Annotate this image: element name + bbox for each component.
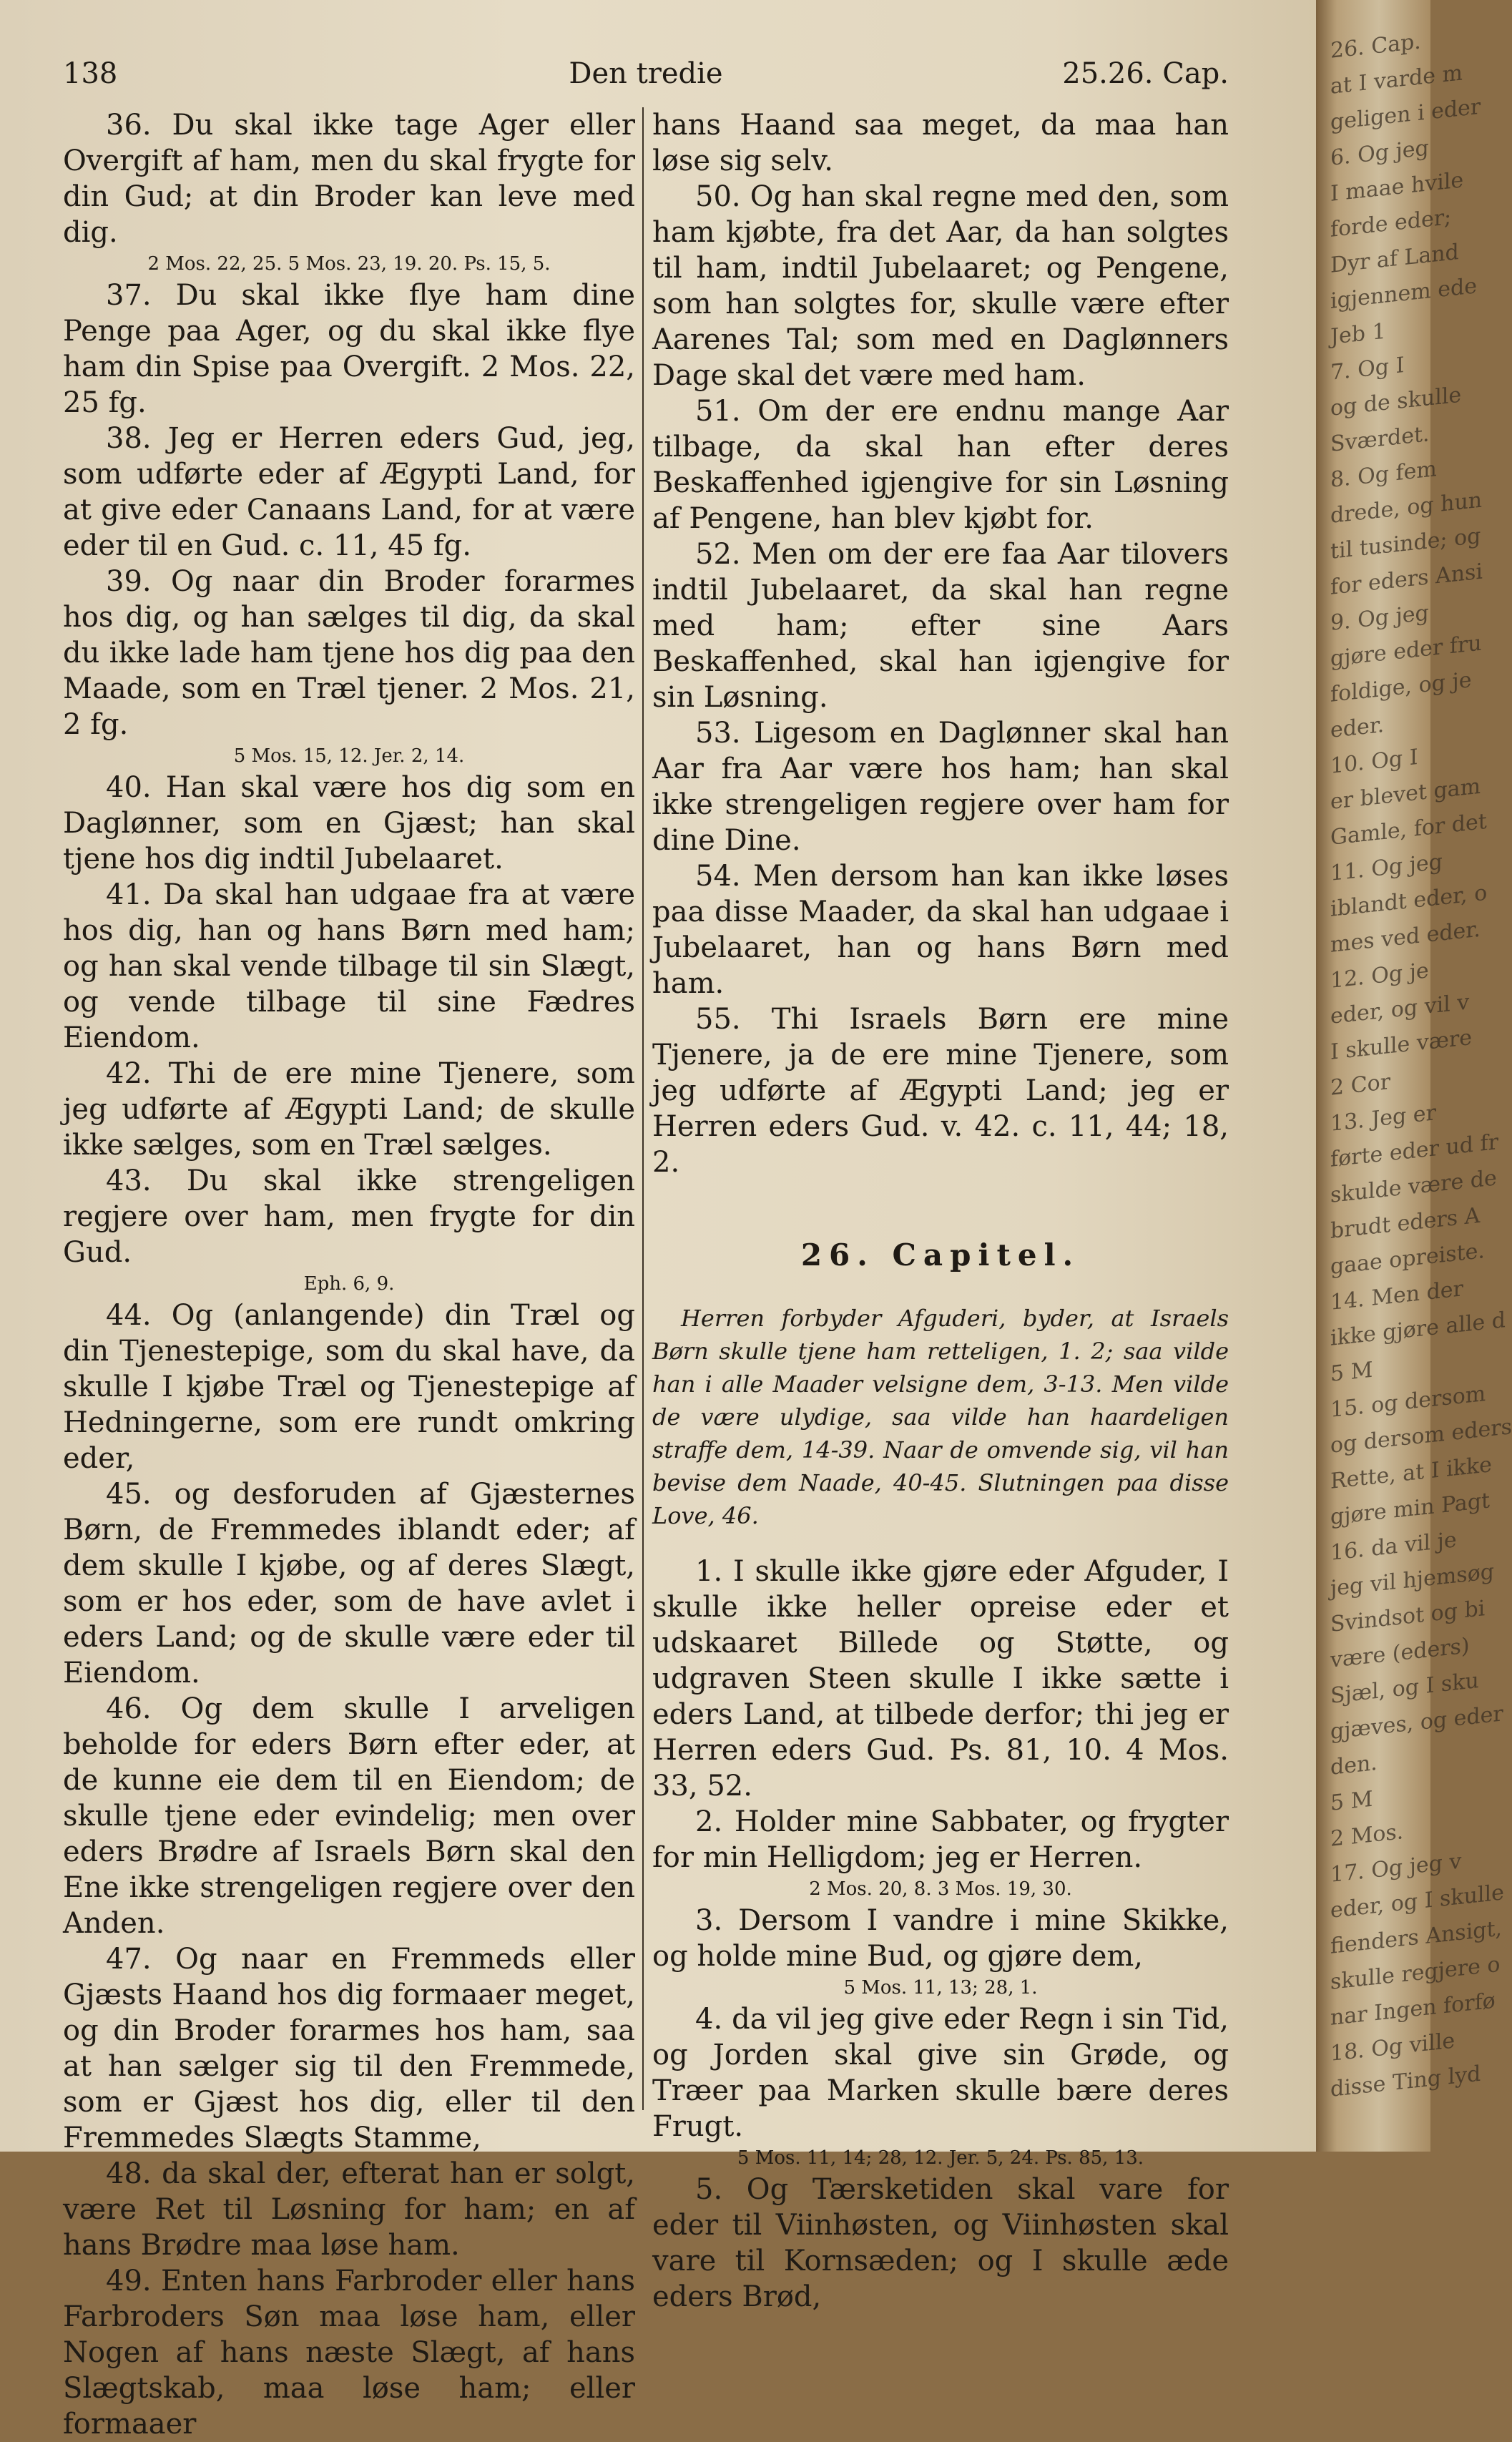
verse: 4. da vil jeg give eder Regn i sin Tid, og Jorden skal give sin Grøde, og Træer paa Marken skulle bære deres Frugt. — [652, 2003, 1229, 2143]
edge-line: 2 Mos. — [1330, 1819, 1404, 1852]
edge-line: nar Ingen forfø — [1330, 1988, 1496, 2031]
edge-line: mes ved eder. — [1330, 916, 1481, 958]
edge-line: 12. Og je — [1330, 958, 1429, 994]
edge-line: Dyr af Land — [1330, 239, 1459, 278]
edge-line: og de skulle — [1330, 382, 1462, 421]
chapter-reference: 25.26. Cap. — [1062, 57, 1229, 90]
edge-line: 10. Og I — [1330, 744, 1418, 779]
edge-line: skulle regjere o — [1330, 1951, 1501, 1995]
edge-line: Svindsot og bi — [1330, 1596, 1486, 1637]
verse: 41. Da skal han udgaae fra at være hos dig, han og hans Børn med ham; og han skal vende tilbage til sin Slægt, og vende tilbage til sine Fædres Eiendom. — [63, 878, 635, 1054]
edge-line: være (eders) — [1330, 1633, 1470, 1673]
edge-line: 18. Og ville — [1330, 2028, 1455, 2066]
verse: 3. Dersom I vandre i mine Skikke, og holde mine Bud, og gjøre dem, — [652, 1904, 1229, 1973]
edge-line: igjennem ede — [1330, 273, 1477, 314]
verse: 5. Og Tærsketiden skal vare for eder til Viinhøsten, og Viinhøsten skal vare til Kornsæden; og I skulle æde eders Brød, — [652, 2173, 1229, 2313]
edge-line: skulde være de — [1330, 1165, 1497, 1208]
verse: 49. Enten hans Farbroder eller hans Farbroders Søn maa løse ham, eller Nogen af hans næste Slægt, af hans Slægtskab, maa løse ham; eller formaaer — [63, 2265, 635, 2441]
verse: 54. Men dersom han kan ikke løses paa disse Maader, da skal han udgaae i Jubelaaret, han og hans Børn med ham. — [652, 860, 1229, 1000]
edge-line: 13. Jeg er — [1330, 1100, 1436, 1137]
edge-line: gjøre min Pagt — [1330, 1488, 1491, 1530]
edge-line: ikke gjøre alle d — [1330, 1308, 1506, 1351]
verse: 1. I skulle ikke gjøre eder Afguder, I skulle ikke heller opreise eder et udskaaret Billede og Støtte, og udgraven Steen skulle I ikke sætte i eders Land, at tilbede derfor; thi jeg er Herren eders Gud. Ps. 81, 10. 4 Mos. 33, 52. — [652, 1555, 1229, 1803]
edge-line: 11. Og jeg — [1330, 849, 1443, 886]
cross-reference: 2 Mos. 20, 8. 3 Mos. 19, 30. — [809, 1878, 1072, 1900]
page-header — [63, 57, 1229, 100]
verse: 51. Om der ere endnu mange Aar tilbage, da skal han efter deres Beskaffenhed igjengive for sin Løsning af Pengene, han blev kjøbt for. — [652, 395, 1229, 535]
edge-line: 14. Men der — [1330, 1276, 1463, 1315]
edge-line: 26. Cap. — [1330, 29, 1421, 64]
verse-continuation: hans Haand saa meget, da maa han løse sig selv. — [652, 109, 1229, 177]
verse: 45. og desforuden af Gjæsternes Børn, de Fremmedes iblandt eder; af dem skulle I kjøbe, og af deres Slægt, som er hos eder, som de have avlet i eders Land; og de skulle være eder til Eiendom. — [63, 1478, 635, 1690]
cross-reference: 5 Mos. 15, 12. Jer. 2, 14. — [233, 745, 465, 767]
verse: 55. Thi Israels Børn ere mine Tjenere, ja de ere mine Tjenere, som jeg udførte af Ægypti Land; jeg er Herren eders Gud. v. 42. c. 11, 44; 18, 2. — [652, 1003, 1229, 1179]
edge-line: disse Ting lyd — [1330, 2061, 1481, 2102]
verse: 47. Og naar en Fremmeds eller Gjæsts Haand hos dig formaaer meget, og din Broder forarmes hos ham, saa at han sælger sig til den Fremmede, som er Gjæst hos dig, eller til den Fremmedes Slægts Stamme, — [63, 1943, 635, 2154]
cross-reference: Eph. 6, 9. — [303, 1273, 395, 1295]
edge-line: drede, og hun — [1330, 487, 1483, 529]
page-number: 138 — [63, 57, 118, 90]
verse: 36. Du skal ikke tage Ager eller Overgift af ham, men du skal frygte for din Gud; at din Broder kan leve med dig. — [63, 109, 635, 249]
edge-line: Sjæl, og I sku — [1330, 1667, 1479, 1709]
edge-line: Jeb 1 — [1330, 318, 1386, 350]
verse: 44. Og (anlangende) din Træl og din Tjenestepige, som du skal have, da skulle I kjøbe Træl og Tjenestepige af Hedningerne, som ere rundt omkring eder, — [63, 1299, 635, 1475]
next-page-edge-text — [1330, 24, 1512, 2108]
verse: 38. Jeg er Herren eders Gud, jeg, som udførte eder af Ægypti Land, for at give eder Canaans Land, for at være eder til en Gud. c. 11, 45 fg. — [63, 422, 635, 562]
edge-line: brudt eders A — [1330, 1202, 1481, 1244]
edge-line: for eders Ansi — [1330, 559, 1483, 600]
verse: 52. Men om der ere faa Aar tilovers indtil Jubelaaret, da skal han regne med ham; efter sine Aars Beskaffenhed, skal han igjengive for sin Løsning. — [652, 538, 1229, 714]
cross-reference: 2 Mos. 22, 25. 5 Mos. 23, 19. 20. Ps. 15, 5. — [147, 253, 551, 275]
edge-line: 6. Og jeg — [1330, 135, 1429, 171]
verse: 37. Du skal ikke flye ham dine Penge paa Ager, og du skal ikke flye ham din Spise paa Overgift. 2 Mos. 22, 25 fg. — [63, 279, 635, 419]
next-page-edge — [1316, 0, 1512, 2152]
edge-line: foldige, og je — [1330, 667, 1472, 707]
edge-line: eder, og vil v — [1330, 989, 1470, 1029]
verse: 53. Ligesom en Daglønner skal han Aar fra Aar være hos ham; han skal ikke strengeligen regjere over ham for dine Dine. — [652, 717, 1229, 857]
edge-line: 2 Cor — [1330, 1069, 1390, 1101]
edge-line: 9. Og jeg — [1330, 600, 1429, 636]
left-column — [63, 107, 635, 2442]
edge-line: Gamle, for det — [1330, 808, 1487, 850]
edge-line: I maae hvile — [1330, 167, 1464, 207]
chapter-summary: Herren forbyder Afguderi, byder, at Israels Børn skulle tjene ham retteligen, 1. 2; saa vilde han i alle Maader velsigne dem, 3-13. Men vilde de være ulydige, saa vilde han haardeligen straffe dem, 14-39. Naar de omvende sig, vil han bevise dem Naade, 40-45. Slutningen paa disse Love, 46. — [652, 1305, 1229, 1529]
edge-line: gjøre eder fru — [1330, 630, 1482, 672]
edge-line: eder, og I skulle — [1330, 1880, 1504, 1923]
edge-line: 7. Og I — [1330, 352, 1405, 386]
edge-line: gjæves, og eder — [1330, 1701, 1503, 1745]
edge-line: forde eder; — [1330, 205, 1452, 242]
verse: 42. Thi de ere mine Tjenere, som jeg udførte af Ægypti Land; de skulle ikke sælges, som en Træl sælges. — [63, 1057, 635, 1162]
edge-line: I skulle være — [1330, 1025, 1473, 1065]
verse: 2. Holder mine Sabbater, og frygter for min Helligdom; jeg er Herren. — [652, 1805, 1229, 1874]
verse: 48. da skal der, efterat han er solgt, være Ret til Løsning for ham; en af hans Brødre maa løse ham. — [63, 2157, 635, 2262]
verse: 40. Han skal være hos dig som en Daglønner, som en Gjæst; han skal tjene hos dig indtil Jubelaaret. — [63, 771, 635, 876]
edge-line: iblandt eder, o — [1330, 880, 1488, 922]
edge-line: 15. og dersom — [1330, 1381, 1486, 1423]
edge-line: gaae opreiste. — [1330, 1238, 1485, 1280]
chapter-title: 26. Capitel. — [800, 1237, 1081, 1273]
edge-line: til tusinde; og — [1330, 523, 1481, 564]
edge-line: geligen i eder — [1330, 94, 1481, 135]
edge-line: jeg vil hjemsøg — [1330, 1559, 1494, 1602]
right-column — [652, 107, 1229, 2315]
edge-line: 8. Og fem — [1330, 456, 1437, 493]
edge-line: 5 M — [1330, 1357, 1373, 1387]
edge-line: og dersom eders — [1330, 1414, 1512, 1458]
edge-line: at I varde m — [1330, 60, 1463, 99]
cross-reference: 5 Mos. 11, 13; 28, 1. — [843, 1977, 1038, 1999]
edge-line: fienders Ansigt, — [1330, 1916, 1503, 1959]
verse: 43. Du skal ikke strengeligen regjere over ham, men frygte for din Gud. — [63, 1164, 635, 1269]
cross-reference: 5 Mos. 11, 14; 28, 12. Jer. 5, 24. Ps. 85, 13. — [737, 2147, 1144, 2169]
edge-line: eder. — [1330, 712, 1385, 743]
running-title: Den tredie — [569, 57, 723, 90]
edge-line: Rette, at I ikke — [1330, 1452, 1492, 1494]
edge-line: 16. da vil je — [1330, 1527, 1457, 1566]
edge-line: den. — [1330, 1750, 1378, 1780]
edge-line: er blevet gam — [1330, 773, 1481, 815]
verse: 46. Og dem skulle I arveligen beholde for eders Børn efter eder, at de kunne eie dem til en Eiendom; de skulle tjene eder evindelig; men over eders Brødre af Israels Børn skal den Ene ikke strengeligen regjere over den Anden. — [63, 1692, 635, 1940]
verse: 50. Og han skal regne med den, som ham kjøbte, fra det Aar, da han solgtes til ham, indtil Jubelaaret; og Pengene, som han solgtes for, skulle være efter Aarenes Tal; som med en Daglønners Dage skal det være med ham. — [652, 180, 1229, 392]
edge-line: førte eder ud fr — [1330, 1129, 1498, 1172]
verse: 39. Og naar din Broder forarmes hos dig, og han sælges til dig, da skal du ikke lade ham tjene hos dig paa den Maade, som en Træl tjener. 2 Mos. 21, 2 fg. — [63, 565, 635, 741]
edge-line: 5 M — [1330, 1786, 1373, 1816]
edge-line: 17. Og jeg v — [1330, 1848, 1462, 1888]
column-divider — [642, 107, 644, 2110]
edge-line: Sværdet. — [1330, 421, 1430, 457]
